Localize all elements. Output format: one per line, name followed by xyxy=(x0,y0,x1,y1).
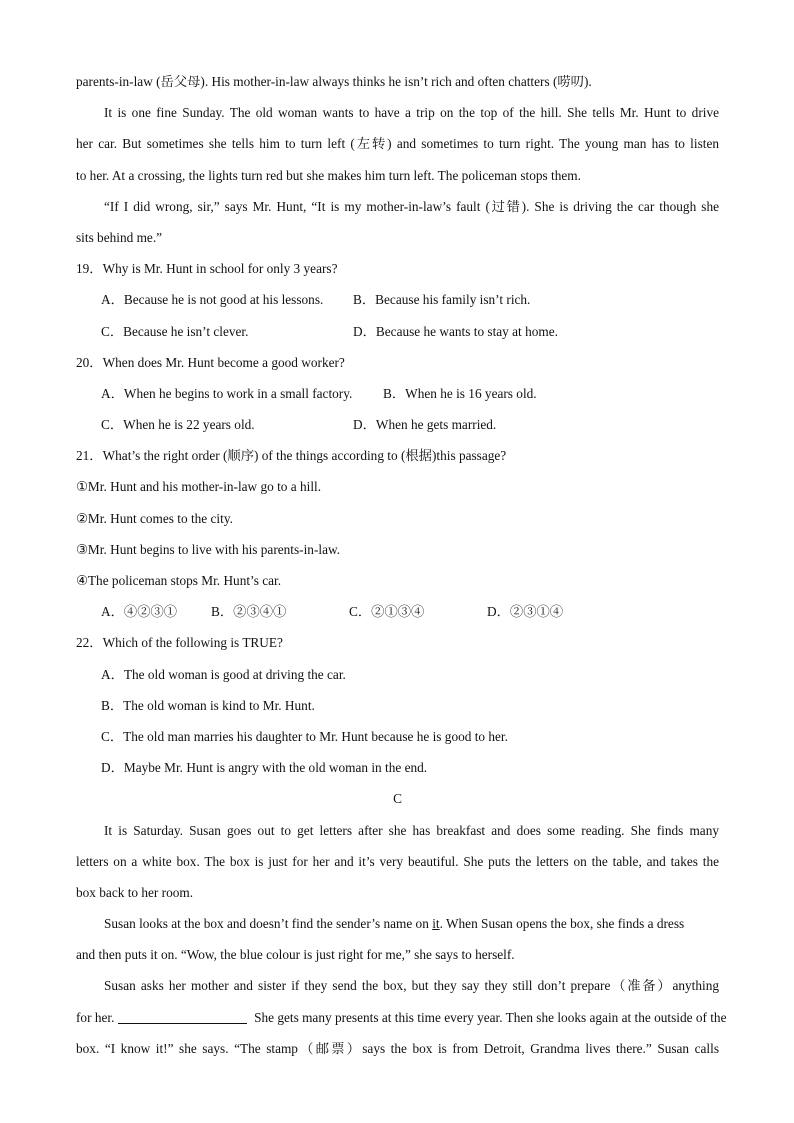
event-item: ③Mr. Hunt begins to live with his parents-in-law. xyxy=(76,541,341,557)
passage-line: It is one fine Sunday. The old woman wants to have a trip on the top of the hill. She tells Mr. Hunt to drive xyxy=(104,105,719,121)
question-19-options-row-1 xyxy=(76,284,719,315)
option-a: A．When he begins to work in a small factory. xyxy=(101,385,353,401)
passage-line: “If I did wrong, sir,” says Mr. Hunt, “It is my mother-in-law’s fault (过错). She is driving the car though she xyxy=(104,198,719,214)
option-c: C．②①③④ xyxy=(349,604,425,620)
question-20-options-row-1 xyxy=(76,378,719,409)
underlined-word: it xyxy=(432,916,440,932)
question-21-stem: 21．What’s the right order (顺序) of the things according to (根据)this passage? xyxy=(76,448,507,464)
passage-line: her car. But sometimes she tells him to turn left (左转) and sometimes to turn right. The young man has to listen xyxy=(76,136,719,152)
option-a: A．Because he is not good at his lessons. xyxy=(101,292,324,308)
passage-line: box. “I know it!” she says. “The stamp（邮票）says the box is from Detroit, Grandma lives there.” Susan calls xyxy=(76,1040,719,1056)
passage-line: Susan asks her mother and sister if they send the box, but they say they still don’t prepare（准备）anything xyxy=(104,978,719,994)
text-span: Susan looks at the box and doesn’t find the sender’s name on xyxy=(104,916,433,932)
question-20-stem: 20．When does Mr. Hunt become a good worker? xyxy=(76,354,345,370)
passage-line: to her. At a crossing, the lights turn red but she makes him turn left. The policeman stops them. xyxy=(76,167,581,183)
option-d: D．When he gets married. xyxy=(353,417,497,433)
option-a: A．The old woman is good at driving the car. xyxy=(101,666,346,682)
passage-line: box back to her room. xyxy=(76,884,194,900)
question-21-options xyxy=(76,596,719,627)
option-b: B．When he is 16 years old. xyxy=(383,385,537,401)
text-span: . When Susan opens the box, she finds a dress xyxy=(439,916,685,932)
option-b: B．The old woman is kind to Mr. Hunt. xyxy=(101,697,315,713)
option-d: D．Maybe Mr. Hunt is angry with the old woman in the end. xyxy=(101,760,428,776)
option-b: B．②③④① xyxy=(211,604,287,620)
passage-line xyxy=(76,908,719,939)
option-a: A．④②③① xyxy=(101,604,178,620)
passage-line: It is Saturday. Susan goes out to get letters after she has breakfast and does some reading. She finds many xyxy=(104,822,719,838)
event-item: ①Mr. Hunt and his mother-in-law go to a hill. xyxy=(76,479,322,495)
option-c: C．Because he isn’t clever. xyxy=(101,323,249,339)
event-item: ④The policeman stops Mr. Hunt’s car. xyxy=(76,573,282,588)
section-heading: C xyxy=(393,791,402,807)
question-22-stem: 22．Which of the following is TRUE? xyxy=(76,635,283,651)
option-c: C．When he is 22 years old. xyxy=(101,417,255,433)
passage-line: and then puts it on. “Wow, the blue colour is just right for me,” she says to herself. xyxy=(76,947,515,963)
option-c: C．The old man marries his daughter to Mr. Hunt because he is good to her. xyxy=(101,728,508,744)
passage-line xyxy=(76,1002,727,1033)
passage-line: sits behind me.” xyxy=(76,229,163,245)
document-page xyxy=(76,66,727,1064)
question-19-stem: 19．Why is Mr. Hunt in school for only 3 years? xyxy=(76,261,338,277)
question-20-options-row-2 xyxy=(76,409,719,440)
answer-blank[interactable] xyxy=(118,1009,247,1024)
passage-line: parents-in-law (岳父母). His mother-in-law always thinks he isn’t rich and often chatters (唠叨). xyxy=(76,74,592,89)
text-span: for her. xyxy=(76,1009,115,1025)
passage-line: letters on a white box. The box is just for her and it’s very beautiful. She puts the letters on the table, and takes the xyxy=(76,853,719,869)
option-d: D．Because he wants to stay at home. xyxy=(353,323,558,339)
option-d: D．②③①④ xyxy=(487,604,564,620)
option-b: B．Because his family isn’t rich. xyxy=(353,292,531,308)
text-span: She gets many presents at this time every year. Then she looks again at the outside of the xyxy=(254,1009,727,1025)
event-item: ②Mr. Hunt comes to the city. xyxy=(76,510,233,526)
question-19-options-row-2 xyxy=(76,316,719,347)
